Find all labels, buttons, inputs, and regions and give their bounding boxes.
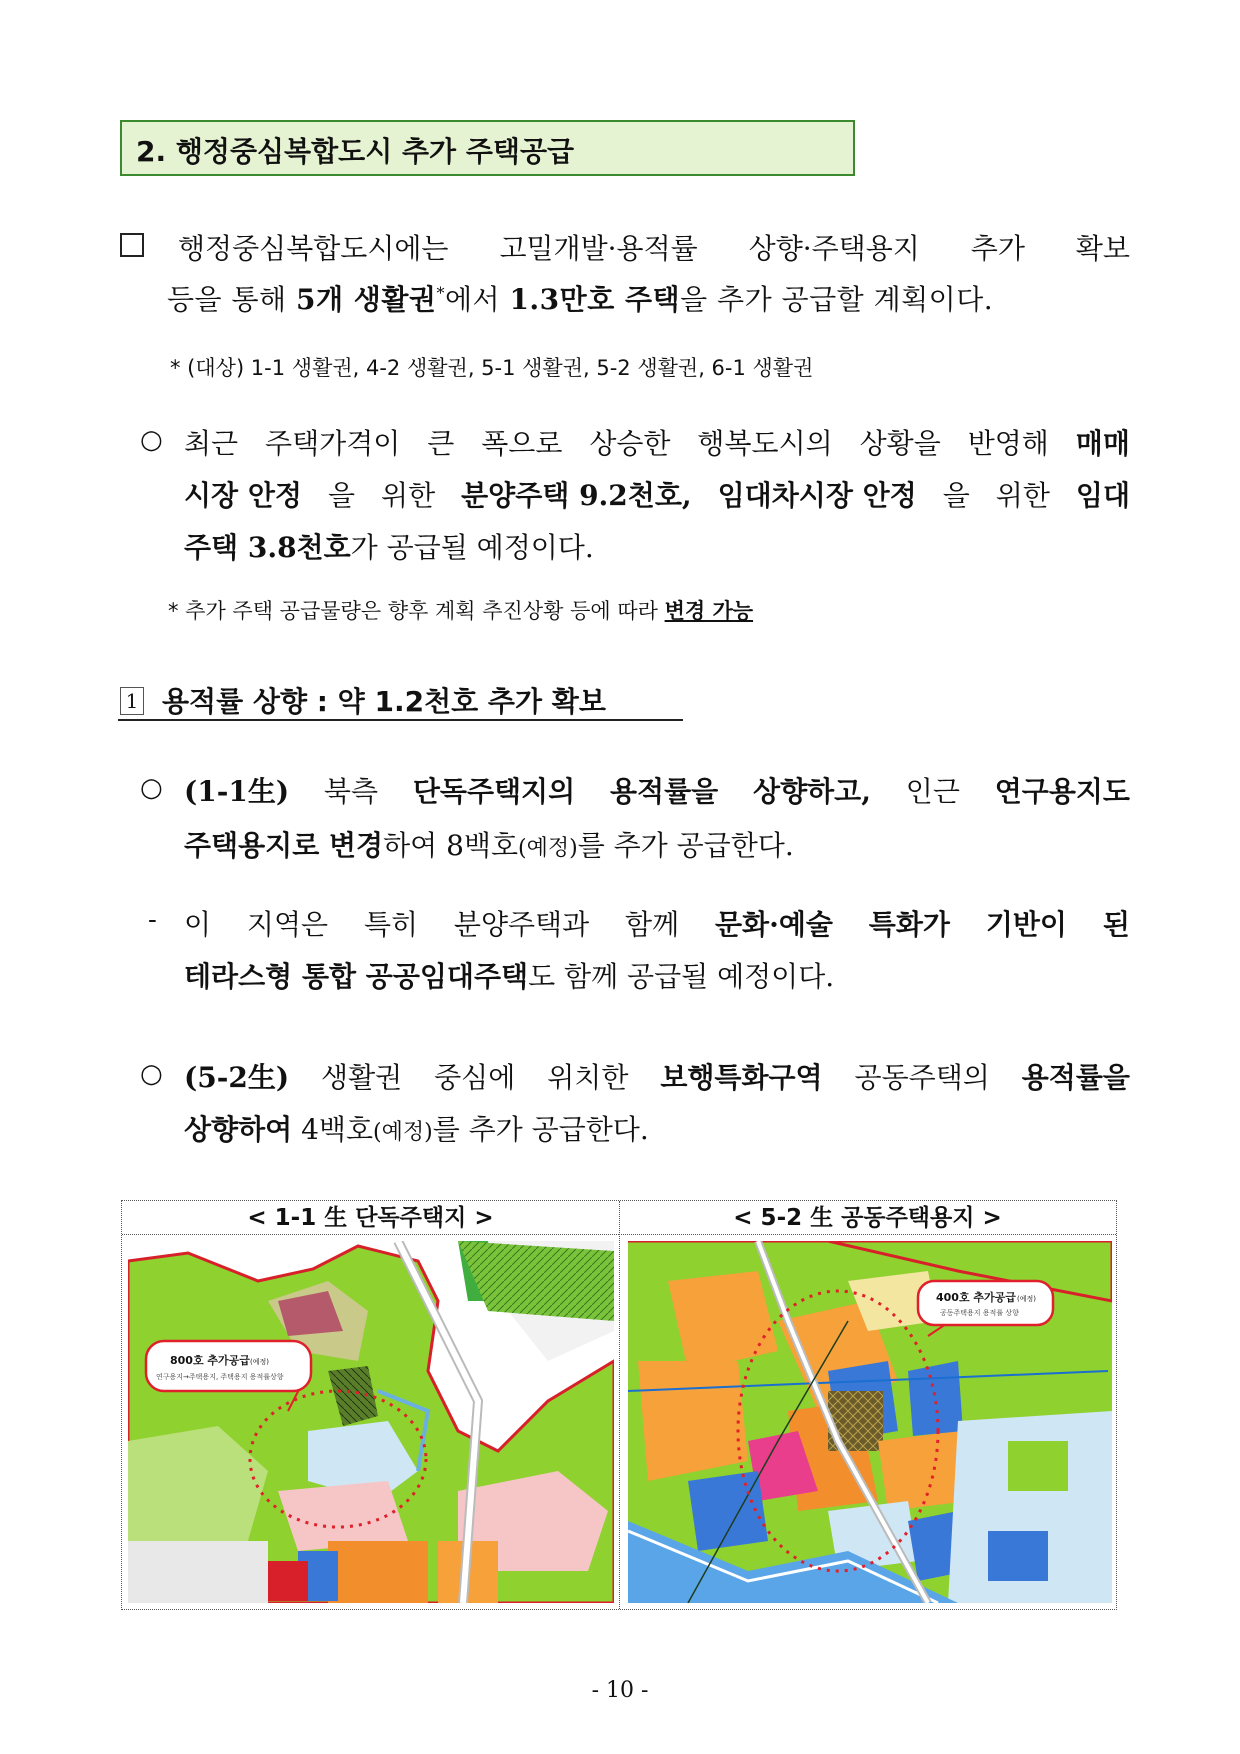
page-number: - 10 -	[591, 1678, 649, 1703]
section-header	[120, 120, 855, 176]
left-land-use-map	[128, 1241, 614, 1603]
section-title: 2. 행정중심복합도시 추가 주택공급	[136, 135, 575, 168]
right-callout-tag: (예정)	[1017, 1295, 1036, 1303]
point2-line-1: (1-1生) 북측 단독주택지의 용적률을 상향하고, 인근 연구용지도	[184, 775, 1130, 808]
circle-bullet-icon: ○	[140, 773, 163, 803]
right-map-caption: < 5-2 生 공동주택용지 >	[619, 1201, 1116, 1235]
intro-line-2: 등을 통해 5개 생활권*에서 1.3만호 주택을 추가 공급할 계획이다.	[167, 283, 994, 316]
right-land-use-map	[628, 1241, 1112, 1603]
right-callout-title: 400호 추가공급	[936, 1291, 1016, 1304]
sub-number-box: 1	[120, 687, 144, 715]
left-callout-tag: (예정)	[250, 1358, 269, 1366]
point3-line-1: 이 지역은 특히 분양주택과 함께 문화·예술 특화가 기반이 된	[184, 908, 1130, 941]
point1-line-2: 시장 안정 을 위한 분양주택 9.2천호, 임대차시장 안정 을 위한 임대	[184, 479, 1130, 512]
point4-line-2: 상향하여 4백호(예정)를 추가 공급한다.	[184, 1113, 649, 1146]
point1-note: * 추가 주택 공급물량은 향후 계획 추진상황 등에 따라 변경 가능	[168, 599, 754, 623]
right-callout-sub: 공동주택용지 용적률 상향	[940, 1309, 1019, 1317]
circle-bullet-icon: ○	[140, 1059, 163, 1089]
intro-note: * (대상) 1-1 생활권, 4-2 생활권, 5-1 생활권, 5-2 생활권, 6-1 생활권	[170, 356, 814, 380]
point1-line-3: 주택 3.8천호가 공급될 예정이다.	[184, 531, 594, 564]
left-callout-title: 800호 추가공급	[170, 1354, 250, 1367]
point4-line-1: (5-2生) 생활권 중심에 위치한 보행특화구역 공동주택의 용적률을	[184, 1061, 1130, 1094]
circle-bullet-icon: ○	[140, 425, 163, 455]
sub-heading-underline	[118, 719, 683, 721]
left-callout-sub: 연구용지→주택용지, 주택용지 용적률상향	[156, 1373, 284, 1381]
map-figure-table	[121, 1200, 1117, 1610]
point2-line-2: 주택용지로 변경하여 8백호(예정)를 추가 공급한다.	[184, 829, 794, 862]
map-divider	[619, 1201, 620, 1609]
point3-line-2: 테라스형 통합 공공임대주택도 함께 공급될 예정이다.	[184, 960, 835, 993]
square-bullet-icon	[120, 233, 144, 257]
left-map-caption: < 1-1 生 단독주택지 >	[122, 1201, 619, 1235]
dash-bullet: -	[148, 905, 157, 935]
point1-line-1: 최근 주택가격이 큰 폭으로 상승한 행복도시의 상황을 반영해 매매	[184, 427, 1130, 460]
sub-heading: 용적률 상향 : 약 1.2천호 추가 확보	[162, 685, 606, 718]
intro-line-1: 행정중심복합도시에는 고밀개발·용적률 상향·주택용지 추가 확보	[178, 232, 1130, 265]
